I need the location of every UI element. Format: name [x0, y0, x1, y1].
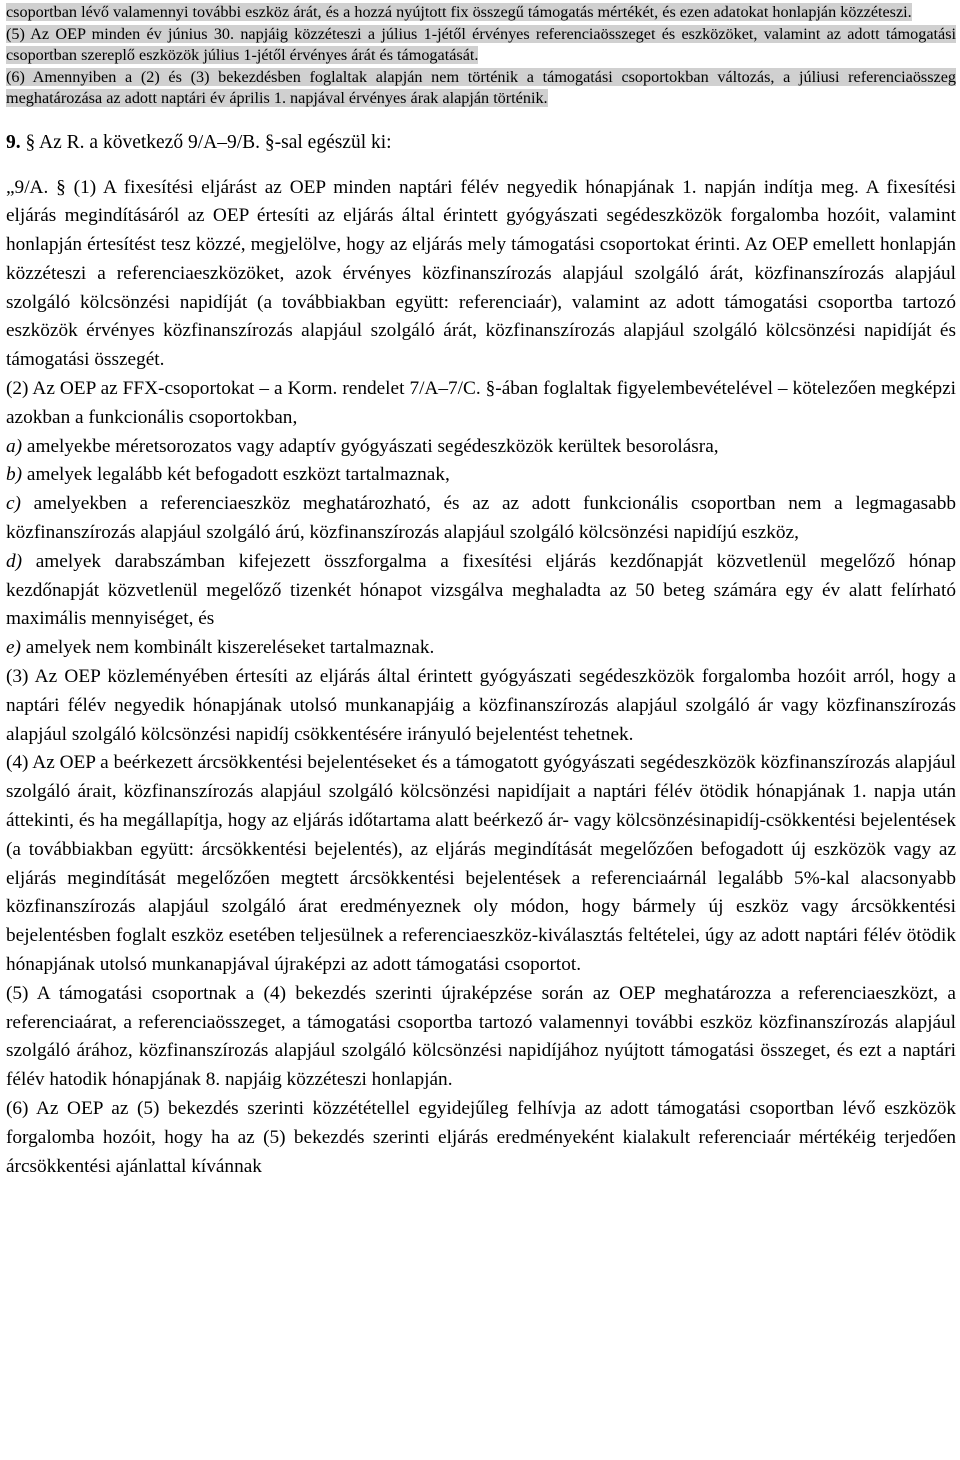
body-paragraph-3: (3) Az OEP közleményében értesíti az eljárás által érintett gyógyászati segédeszközök forgalomba hozóit arról, hogy a naptári félév negyedik hónapjának utolsó munkanapjáig a közfinanszírozás alapjául szolgáló ár vagy közfinanszírozás alapjául szolgáló kölcsönzési napidíj csökkentésére irányuló bejelentést tehetnek.: [6, 666, 956, 745]
body-paragraph-4: (4) Az OEP a beérkezett árcsökkentési bejelentéseket és a támogatott gyógyászati segédeszközök közfinanszírozás alapjául szolgáló árait, közfinanszírozás alapjául szolgáló kölcsönzési napidíjait a naptári félév ötödik hónapjának 1. napja után áttekinti, és ha megállapítja, hogy az eljárás időtartama alatt beérkező ár- vagy kölcsönzésinapidíj-csökkentési bejelentések (a továbbiakban együtt: árcsökkentési bejelentés), az eljárás megindítását megelőzően befogadott új eszközök vagy az eljárás megindítását megelőzően megtett árcsökkentési bejelentések a referenciaárnál legalább 5%-kal alacsonyabb közfinanszírozás alapjául szolgáló árat eredményeznek oly módon, hogy bármely új eszköz vagy árcsökkentési bejelentésben foglalt eszköz esetében teljesülnek a referenciaeszköz-kiválasztás feltételei, úgy az adott naptári félév ötödik hónapjának utolsó munkanapjával újraképzi az adott támogatási csoportot.: [6, 752, 956, 976]
list-letter: c): [6, 493, 21, 515]
page-content: [6, 0, 956, 1181]
list-text: amelyekbe méretsorozatos vagy adaptív gyógyászati segédeszközök kerültek besorolásra,: [22, 435, 719, 457]
highlighted-text: (5) Az OEP minden év június 30. napjáig közzéteszi a július 1-jétől érvényes referenciaösszeget és eszközöket, valamint az adott támogatási csoportban szereplő eszközök július 1-jétől érvényes árát és támogatását.: [6, 24, 956, 64]
highlighted-amendment-block: [6, 2, 956, 110]
section-title: § Az R. a következő 9/A–9/B. §-sal egészül ki:: [25, 131, 392, 153]
list-text: amelyekben a referenciaeszköz meghatározható, és az az adott funkcionális csoportban nem a legmagasabb közfinanszírozás alapjául szolgáló árú, közfinanszírozás alapjául szolgáló kölcsönzési napidíjú eszköz,: [6, 493, 956, 544]
body-paragraph-6: (6) Az OEP az (5) bekezdés szerinti közzététellel egyidejűleg felhívja az adott támogatási csoportban lévő eszközök forgalomba hozóit, hogy ha az (5) bekezdés szerinti eljárás eredményeként kialakult referenciaár mértékéig terjedően árcsökkentési ajánlattal kívánnak: [6, 1098, 956, 1177]
highlighted-paragraph-2: [6, 24, 956, 67]
list-item-b: [6, 461, 956, 490]
list-item-e: [6, 634, 956, 663]
list-letter: d): [6, 550, 23, 572]
list-letter: e): [6, 637, 21, 659]
highlighted-text: csoportban lévő valamennyi további eszköz árát, és a hozzá nyújtott fix összegű támogatás mértékét, és ezen adatokat honlapján közzéteszi.: [6, 3, 912, 21]
list-text: amelyek nem kombinált kiszereléseket tartalmaznak.: [20, 637, 435, 659]
list-text: amelyek darabszámban kifejezett összforgalma a fixesítési eljárás kezdőnapját közvetlenül megelőző hónap kezdőnapját közvetlenül megelőző tizenkét hónapot vizsgálva meghaladta az 50 beteg számára egy év alatt felírható maximális mennyiséget, és: [6, 550, 956, 630]
list-item-a: [6, 433, 956, 462]
body-paragraph-1: „9/A. § (1) A fixesítési eljárást az OEP minden naptári félév negyedik hónapjának 1. napján indítja meg. A fixesítési eljárás megindításáról az OEP értesíti az eljárás által érintett gyógyászati segédeszközök forgalomba hozóit, valamint honlapján értesítést tesz közzé, megjelölve, hogy az eljárás mely támogatási csoportokat érinti. Az OEP emellett honlapján közzéteszi a referenciaeszközöket, azok érvényes közfinanszírozás alapjául szolgáló árát, közfinanszírozás alapjául szolgáló kölcsönzési napidíját (a továbbiakban együtt: referenciaár), valamint az adott támogatási csoportba tartozó eszközök érvényes közfinanszírozás alapjául szolgáló árát, közfinanszírozás alapjául szolgáló kölcsönzési napidíját és támogatási összegét.: [6, 176, 956, 371]
highlighted-paragraph-1: [6, 2, 956, 24]
highlighted-paragraph-3: [6, 67, 956, 110]
highlighted-text: (6) Amennyiben a (2) és (3) bekezdésben foglaltak alapján nem történik a támogatási csoportokban változás, a júliusi referenciaösszeg meghatározása az adott naptári év április 1. napjával érvényes árak alapján történik.: [6, 67, 956, 107]
body-paragraph-2: (2) Az OEP az FFX-csoportokat – a Korm. rendelet 7/A–7/C. §-ában foglaltak figyelembevételével – kötelezően megképzi azokban a funkcionális csoportokban,: [6, 378, 956, 428]
list-letter: b): [6, 464, 23, 486]
list-item-d: [6, 548, 956, 634]
list-letter: a): [6, 435, 23, 457]
section-number: 9.: [6, 131, 21, 153]
main-body: [6, 174, 956, 1182]
body-paragraph-5: (5) A támogatási csoportnak a (4) bekezdés szerinti újraképzése során az OEP meghatározza a referenciaeszközt, a referenciaárat, a referenciaösszeget, a támogatási csoportba tartozó valamennyi további eszköz közfinanszírozás alapjául szolgáló árához, közfinanszírozás alapjául szolgáló kölcsönzési napidíjához nyújtott támogatási összeget, és ezt a naptári félév hatodik hónapjának 8. napjáig közzéteszi honlapján.: [6, 982, 956, 1091]
list-item-c: [6, 490, 956, 548]
list-text: amelyek legalább két befogadott eszközt tartalmaznak,: [22, 464, 450, 486]
section-heading: [6, 131, 956, 155]
